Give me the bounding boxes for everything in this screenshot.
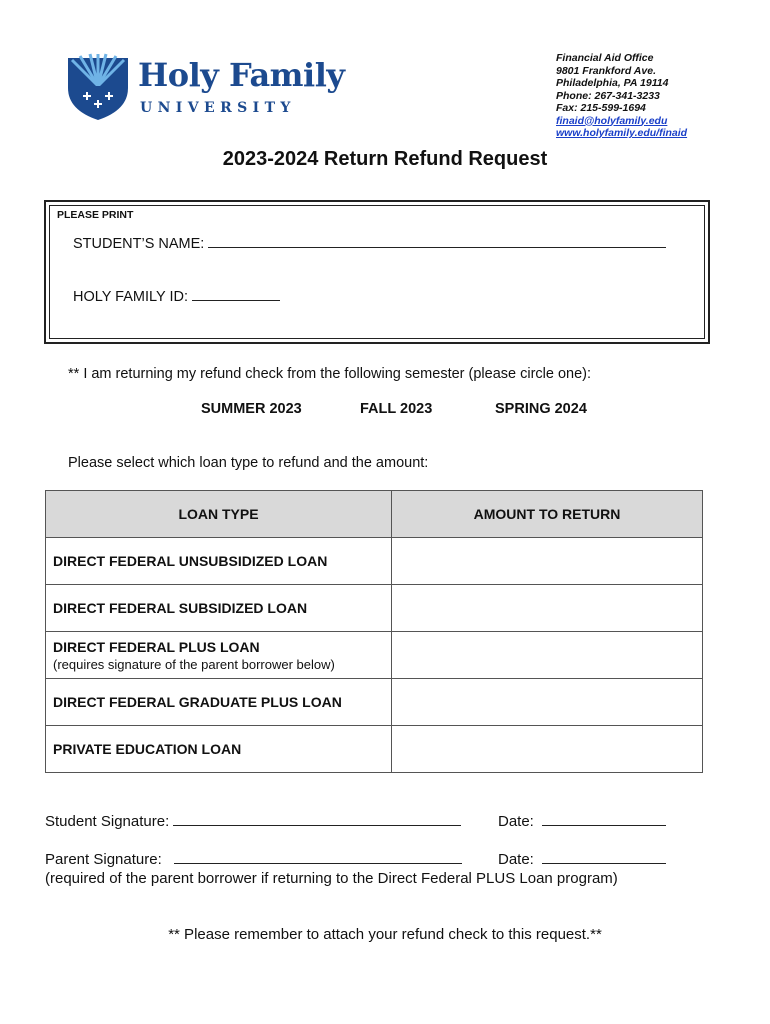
office-street: 9801 Frankford Ave. [556, 64, 656, 77]
amount-cell[interactable] [392, 585, 703, 632]
website-link[interactable]: www.holyfamily.edu/finaid [556, 127, 688, 139]
loan-note: (requires signature of the parent borrower below) [53, 656, 335, 672]
parent-signature-label: Parent Signature: [45, 851, 162, 868]
office-fax: Fax: 215-599-1694 [556, 102, 646, 114]
student-signature-label: Student Signature: [45, 813, 170, 830]
logo-subtitle: UNIVERSITY [140, 100, 296, 116]
holy-family-id-line[interactable] [192, 287, 280, 301]
holy-family-id-label: HOLY FAMILY ID: [73, 289, 188, 305]
student-name-field[interactable] [73, 234, 666, 252]
logo-name: Holy Family [138, 56, 345, 94]
loan-name: PRIVATE EDUCATION LOAN [53, 741, 242, 757]
semester-option-fall[interactable]: FALL 2023 [360, 401, 433, 417]
student-info-box-inner [49, 205, 705, 339]
table-row [46, 632, 703, 679]
loan-type-cell [46, 585, 392, 632]
loan-type-cell [46, 679, 392, 726]
student-signature-line[interactable] [173, 811, 461, 826]
table-header-row [46, 491, 703, 538]
table-row [46, 585, 703, 632]
loan-type-cell [46, 538, 392, 585]
student-name-label: STUDENT’S NAME: [73, 236, 205, 252]
office-address [556, 52, 687, 140]
semester-option-spring[interactable]: SPRING 2024 [495, 401, 587, 417]
office-name: Financial Aid Office [556, 52, 654, 64]
parent-date-line[interactable] [542, 849, 666, 864]
footnote: ** Please remember to attach your refund check to this request.** [168, 926, 602, 943]
amount-cell[interactable] [392, 679, 703, 726]
semester-question: ** I am returning my refund check from the following semester (please circle one): [68, 366, 592, 382]
table-row [46, 538, 703, 585]
table-row [46, 679, 703, 726]
parent-signature-line[interactable] [174, 849, 462, 864]
loan-type-cell [46, 632, 392, 679]
shield-icon [66, 52, 130, 122]
holy-family-id-field[interactable] [73, 287, 280, 305]
semester-option-summer[interactable]: SUMMER 2023 [201, 401, 302, 417]
page-title: 2023-2024 Return Refund Request [222, 148, 548, 170]
office-city: Philadelphia, PA 19114 [556, 77, 669, 89]
header-loan-type: LOAN TYPE [46, 491, 392, 538]
amount-cell[interactable] [392, 538, 703, 585]
parent-date-label: Date: [498, 851, 534, 868]
please-print-label: PLEASE PRINT [57, 209, 134, 221]
amount-cell[interactable] [392, 726, 703, 773]
parent-signature-field[interactable] [45, 849, 462, 868]
loan-table [45, 490, 703, 773]
table-row [46, 726, 703, 773]
office-phone: Phone: 267-341-3233 [556, 89, 660, 102]
student-signature-field[interactable] [45, 811, 461, 830]
loan-name: DIRECT FEDERAL SUBSIDIZED LOAN [53, 600, 308, 616]
loan-name: DIRECT FEDERAL PLUS LOAN [53, 638, 260, 655]
parent-signature-note: (required of the parent borrower if returning to the Direct Federal PLUS Loan program) [45, 870, 618, 887]
header-amount-to-return: AMOUNT TO RETURN [392, 491, 703, 538]
loan-name: DIRECT FEDERAL GRADUATE PLUS LOAN [53, 694, 342, 710]
student-date-line[interactable] [542, 811, 666, 826]
loan-type-cell [46, 726, 392, 773]
student-date-label: Date: [498, 813, 534, 830]
email-link[interactable]: finaid@holyfamily.edu [556, 114, 668, 127]
loan-name: DIRECT FEDERAL UNSUBSIDIZED LOAN [53, 553, 328, 569]
student-name-line[interactable] [208, 234, 666, 248]
amount-cell[interactable] [392, 632, 703, 679]
university-logo [66, 52, 356, 124]
loan-prompt: Please select which loan type to refund and the amount: [68, 455, 429, 471]
student-date-field[interactable] [498, 811, 666, 830]
parent-date-field[interactable] [498, 849, 666, 868]
